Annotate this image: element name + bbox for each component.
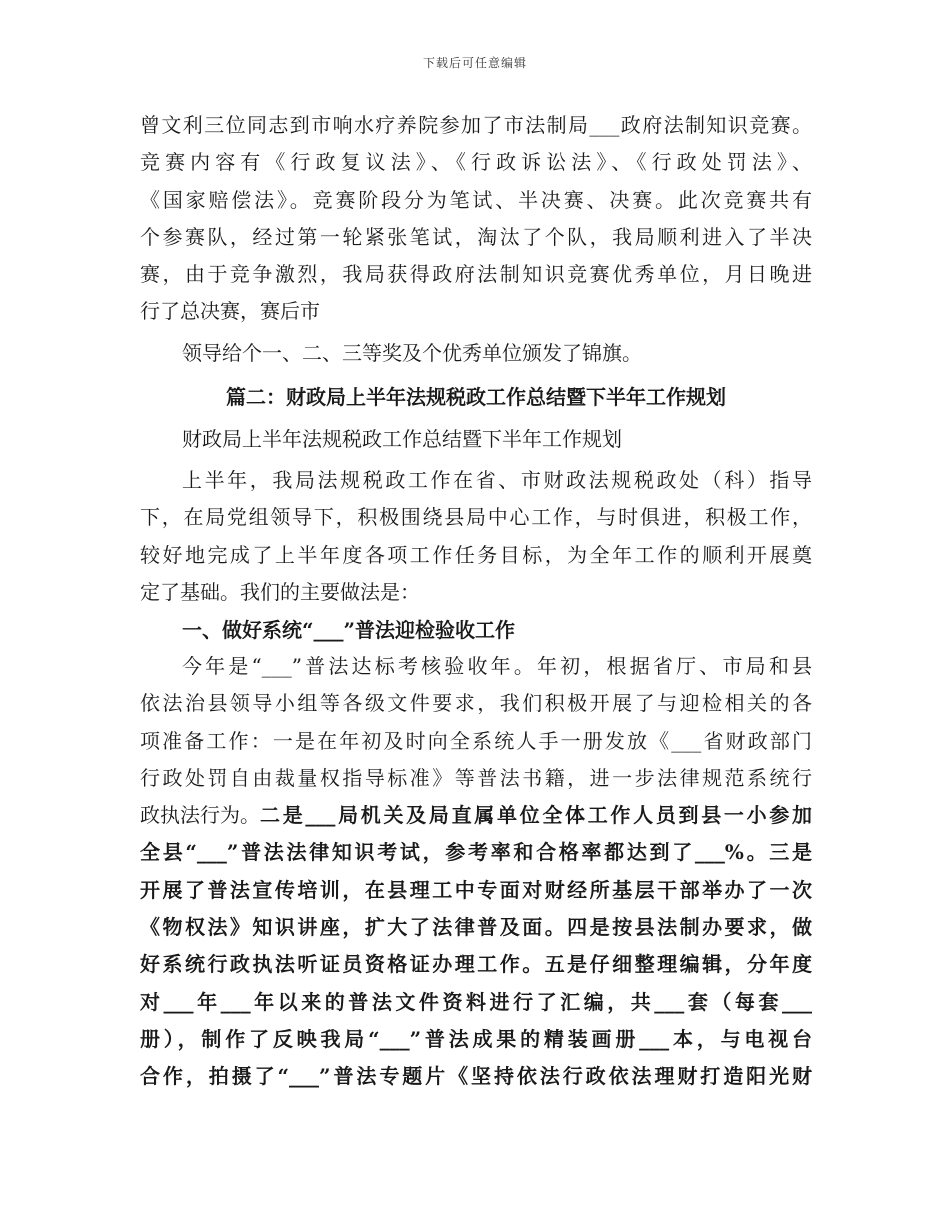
text-span: 政执法行为。 <box>140 803 260 828</box>
text-line: 定了基础。我们的主要做法是： <box>140 579 420 604</box>
section-heading-block <box>140 373 812 458</box>
text-line-bold: 好系统行政执法听证员资格证办理工作。五是仔细整理编辑，分年度 <box>140 952 812 977</box>
text-line: 行政处罚自由裁量权指导标准》等普法书籍，进一步法律规范系统行 <box>140 765 812 790</box>
text-line: 赛，由于竞争激烈，我局获得政府法制知识竞赛优秀单位，月日晚进 <box>140 262 812 287</box>
text-line: 下，在局党组领导下，积极围绕县局中心工作，与时俱进，积极工作， <box>140 505 812 530</box>
text-line-bold: 开展了普法宣传培训，在县理工中专面对财经所基层干部举办了一次 <box>140 877 812 902</box>
paragraph-competition <box>140 107 812 372</box>
page-header: 下载后可任意编辑 <box>422 56 527 70</box>
text-line: 个参赛队，经过第一轮紧张笔试，淘汰了个队，我局顺利进入了半决 <box>140 224 812 249</box>
subheading: 一、做好系统“___”普法迎检验收工作 <box>182 618 516 642</box>
paragraph-law-education <box>140 648 812 1096</box>
text-line-bold: 全县“___”普法法律知识考试，参考率和合格率都达到了___%。三是 <box>140 840 812 865</box>
section-subtitle: 财政局上半年法规税政工作总结暨下半年工作规划 <box>182 427 622 451</box>
text-line-bold: 对___年___年以来的普法文件资料进行了汇编，共___套（每套___ <box>140 989 812 1014</box>
subheading-block <box>140 612 812 649</box>
text-line: 竞赛内容有《行政复议法》、《行政诉讼法》、《行政处罚法》、 <box>140 150 812 175</box>
text-line: 行了总决赛，赛后市 <box>140 299 320 324</box>
text-line: 项准备工作：一是在年初及时向全系统人手一册发放《___省财政部门 <box>140 728 812 753</box>
text-line-bold: 《物权法》知识讲座，扩大了法律普及面。四是按县法制办要求，做 <box>140 915 812 940</box>
text-line: 较好地完成了上半年度各项工作任务目标，为全年工作的顺利开展奠 <box>140 542 812 567</box>
text-line: 依法治县领导小组等各级文件要求，我们积极开展了与迎检相关的各 <box>140 691 812 716</box>
text-line-bold: 合作，拍摄了“___”普法专题片《坚持依法行政依法理财打造阳光财 <box>140 1064 812 1089</box>
text-line-mixed <box>140 797 812 834</box>
text-span-bold: 二是___局机关及局直属单位全体工作人员到县一小参加 <box>260 803 812 828</box>
text-line-bold: 册），制作了反映我局“___”普法成果的精装画册___本，与电视台 <box>140 1026 812 1051</box>
text-line: 今年是“___”普法达标考核验收年。年初，根据省厅、市局和县 <box>182 654 812 678</box>
text-line: 上半年，我局法规税政工作在省、市财政法规税政处（科）指导 <box>182 468 812 492</box>
section-heading: 篇二：财政局上半年法规税政工作总结暨下半年工作规划 <box>226 385 726 409</box>
text-line: 领导给个一、二、三等奖及个优秀单位颁发了锦旗。 <box>182 340 642 365</box>
text-line: 《国家赔偿法》。竞赛阶段分为笔试、半决赛、决赛。此次竞赛共有 <box>140 187 812 212</box>
text-line: 曾文利三位同志到市响水疗养院参加了市法制局___政府法制知识竞赛。 <box>140 113 812 137</box>
paragraph-overview <box>140 462 812 611</box>
